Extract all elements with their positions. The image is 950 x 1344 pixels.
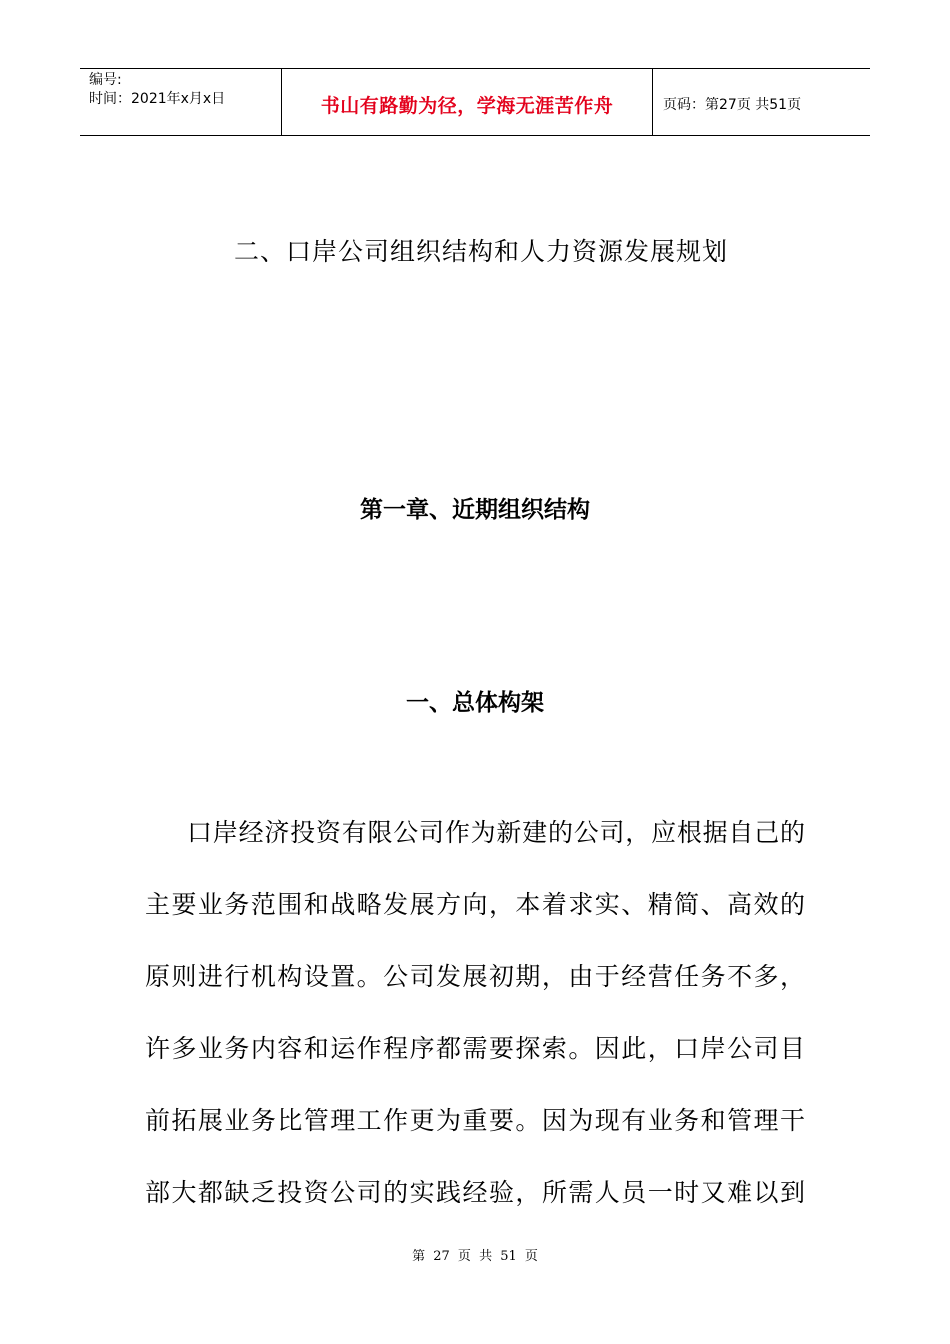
header-page-cell	[653, 69, 870, 135]
paragraph-line: 前拓展业务比管理工作更为重要。因为现有业务和管理干	[145, 1106, 805, 1135]
header-motto: 书山有路勤为径，学海无涯苦作舟	[320, 95, 614, 117]
section-title: 一、总体构架	[406, 690, 544, 716]
page-footer: 第 27 页 共 51 页	[412, 1249, 538, 1264]
serial-number-label: 编号:	[89, 72, 122, 88]
header-meta-cell	[80, 69, 281, 135]
chapter-title: 第一章、近期组织结构	[360, 497, 590, 523]
date-label: 时间：2021年x月x日	[89, 91, 226, 107]
paragraph-line: 主要业务范围和战略发展方向，本着求实、精简、高效的	[145, 890, 805, 919]
paragraph-line: 许多业务内容和运作程序都需要探索。因此，口岸公司目	[145, 1034, 805, 1063]
paragraph-line: 部大都缺乏投资公司的实践经验，所需人员一时又难以到	[145, 1178, 805, 1207]
paragraph-line: 原则进行机构设置。公司发展初期，由于经营任务不多，	[145, 962, 805, 991]
paragraph-line: 口岸经济投资有限公司作为新建的公司，应根据自己的	[187, 818, 805, 847]
document-header	[80, 68, 870, 136]
main-title: 二、口岸公司组织结构和人力资源发展规划	[233, 237, 728, 266]
header-motto-cell	[281, 69, 653, 135]
header-page-info: 页码：第27页 共51页	[663, 97, 802, 113]
